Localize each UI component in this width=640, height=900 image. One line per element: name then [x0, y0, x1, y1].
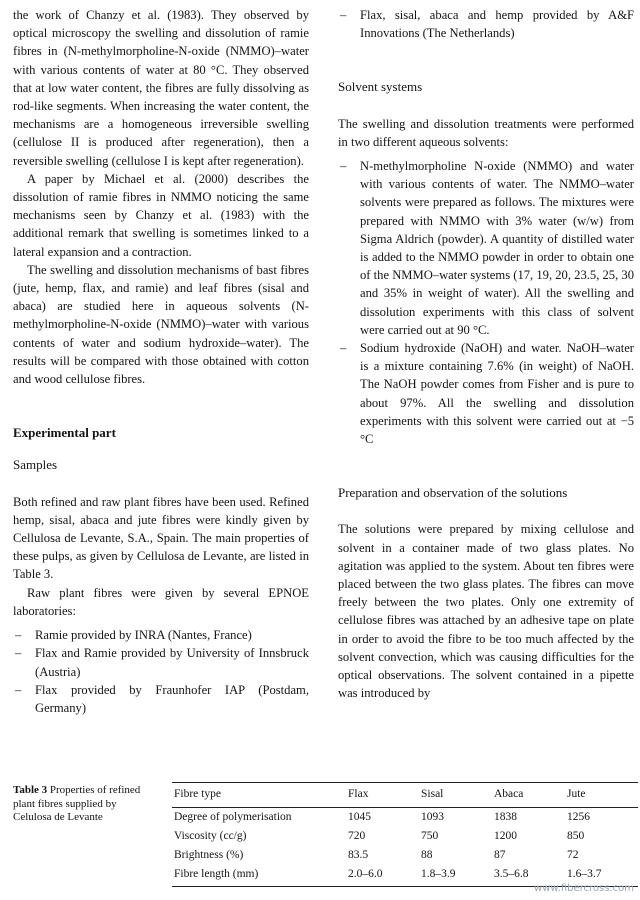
subsection-title-samples: Samples	[13, 457, 58, 473]
table-cell: 72	[567, 849, 579, 861]
table-cell: 1045	[348, 811, 371, 823]
header-flax: Flax	[346, 783, 419, 808]
subsection-title-preparation: Preparation and observation of the solutions	[338, 485, 568, 501]
list-item: – Sodium hydroxide (NaOH) and water. NaOH–water is a mixture containing 7.6% (in weight) of NaOH. The NaOH powder comes from Fisher and is pure to about 97%. All the swelling and dissolution experiments with this solvent were carried out at −5 °C	[338, 339, 634, 448]
table-row	[172, 827, 638, 846]
table-cell: 88	[421, 849, 433, 861]
table-cell: 720	[348, 830, 366, 842]
list-item: – Flax, sisal, abaca and hemp provided by A&F Innovations (The Netherlands)	[338, 6, 634, 42]
paragraph-mechanisms: The swelling and dissolution mechanisms of bast fibres (jute, hemp, flax, and ramie) and leaf fibres (sisal and abaca) are studied here in aqueous solvents (N-methylmorpholine-N-oxide (NMMO)–water with various contents of water and sodium hydroxide–water). The results will be compared with those obtained with cotton and wood cellulose fibres.	[13, 262, 309, 387]
table-cell: 1.6–3.7	[565, 865, 638, 887]
table-caption	[13, 784, 153, 825]
table-cell: 83.5	[348, 849, 369, 861]
table-cell: 1093	[421, 811, 444, 823]
solvent-list	[338, 157, 634, 448]
table-cell: 850	[567, 830, 585, 842]
header-fibre-type: Fibre type	[172, 783, 346, 808]
table-header-row	[172, 783, 638, 808]
table-cell: Viscosity (cc/g)	[174, 830, 247, 842]
header-jute: Jute	[565, 783, 638, 808]
paragraph-solvents-intro: The swelling and dissolution treatments were performed in two different aqueous solvents:	[338, 116, 634, 149]
list-item: – Flax and Ramie provided by University of Innsbruck (Austria)	[13, 644, 309, 680]
subsection-title-solvent: Solvent systems	[338, 79, 423, 95]
table-caption-label: Table 3	[13, 784, 48, 796]
table-cell: 87	[494, 849, 506, 861]
laboratories-list-continued	[338, 6, 634, 42]
table-cell: 1838	[494, 811, 517, 823]
table-cell: 1256	[567, 811, 590, 823]
table-row	[172, 808, 638, 828]
table-cell: 3.5–6.8	[492, 865, 565, 887]
watermark: www.fibercross.com	[534, 883, 634, 894]
list-item: – N-methylmorpholine N-oxide (NMMO) and water with various contents of water. The NMMO–water solvents were prepared as follows. The mixtures were prepared with NMMO with 3% water (w/w) from Sigma Aldrich (powder). A quantity of distilled water is added to the NMMO powder in order to obtain one of the NMMO–water systems (17, 19, 20, 23.5, 25, 30 and 35% in weight of water). All the swelling and dissolution experiments with this class of solvent were carried out at 90 °C.	[338, 157, 634, 339]
table-cell: 2.0–6.0	[346, 865, 419, 887]
table-cell: Brightness (%)	[174, 849, 244, 861]
header-abaca: Abaca	[492, 783, 565, 808]
paragraph-raw-fibres: Raw plant fibres were given by several EPNOE laboratories:	[13, 585, 309, 618]
laboratories-list	[13, 626, 309, 717]
paragraph-chanzy: the work of Chanzy et al. (1983). They observed by optical microscopy the swelling and dissolution of ramie fibres in (N-methylmorpholine-N-oxide (NMMO)–water with various contents of water at 80 °C. They observed that at low water content, the fibres are fully dissolving as rod-like segments. When increasing the water content, the mechanisms are a homogeneous irreversible swelling (cellulose II is produced after regeneration), then a reversible swelling (cellulose I is kept after regeneration).	[13, 8, 309, 168]
table-cell: 750	[421, 830, 439, 842]
table-cell: 1200	[494, 830, 517, 842]
table-cell: Fibre length (mm)	[172, 865, 346, 887]
table-row	[172, 846, 638, 865]
table-cell: Degree of polymerisation	[174, 811, 292, 823]
paragraph-michael: A paper by Michael et al. (2000) describes the dissolution of ramie fibres in NMMO noticing the same mechanisms seen by Chanzy et al. (1983) with the additional remark that swelling is sometimes linked to a lateral expansion and a contraction.	[13, 171, 309, 259]
left-column	[13, 6, 309, 717]
right-column	[338, 6, 634, 703]
section-title-experimental: Experimental part	[13, 425, 116, 441]
table-3	[172, 782, 638, 887]
paragraph-refined-fibres: Both refined and raw plant fibres have been used. Refined hemp, sisal, abaca and jute fibres were kindly given by Cellulosa de Levante, S.A., Spain. The main properties of these pulps, as given by Cellulosa de Levante, are listed in Table 3.	[13, 494, 309, 582]
table-cell: 1.8–3.9	[419, 865, 492, 887]
header-sisal: Sisal	[419, 783, 492, 808]
list-item: – Flax provided by Fraunhofer IAP (Postdam, Germany)	[13, 681, 309, 717]
paragraph-preparation: The solutions were prepared by mixing cellulose and solvent in a container made of two glass plates. No agitation was applied to the system. About ten fibres were placed between the two glass plates. The fibres can move freely between the two plates. Only one extremity of cellulose fibres was attached by an adhesive tape on plate in order to avoid the fibre to be too much affected by the solvent convection, which was causing difficulties for the optical observations. The solvent contained in a pipette was introduced by	[338, 522, 634, 701]
table-caption-text: Properties of refined plant fibres supplied by Celulosa de Levante	[13, 784, 141, 823]
list-item: – Ramie provided by INRA (Nantes, France)	[13, 626, 309, 644]
